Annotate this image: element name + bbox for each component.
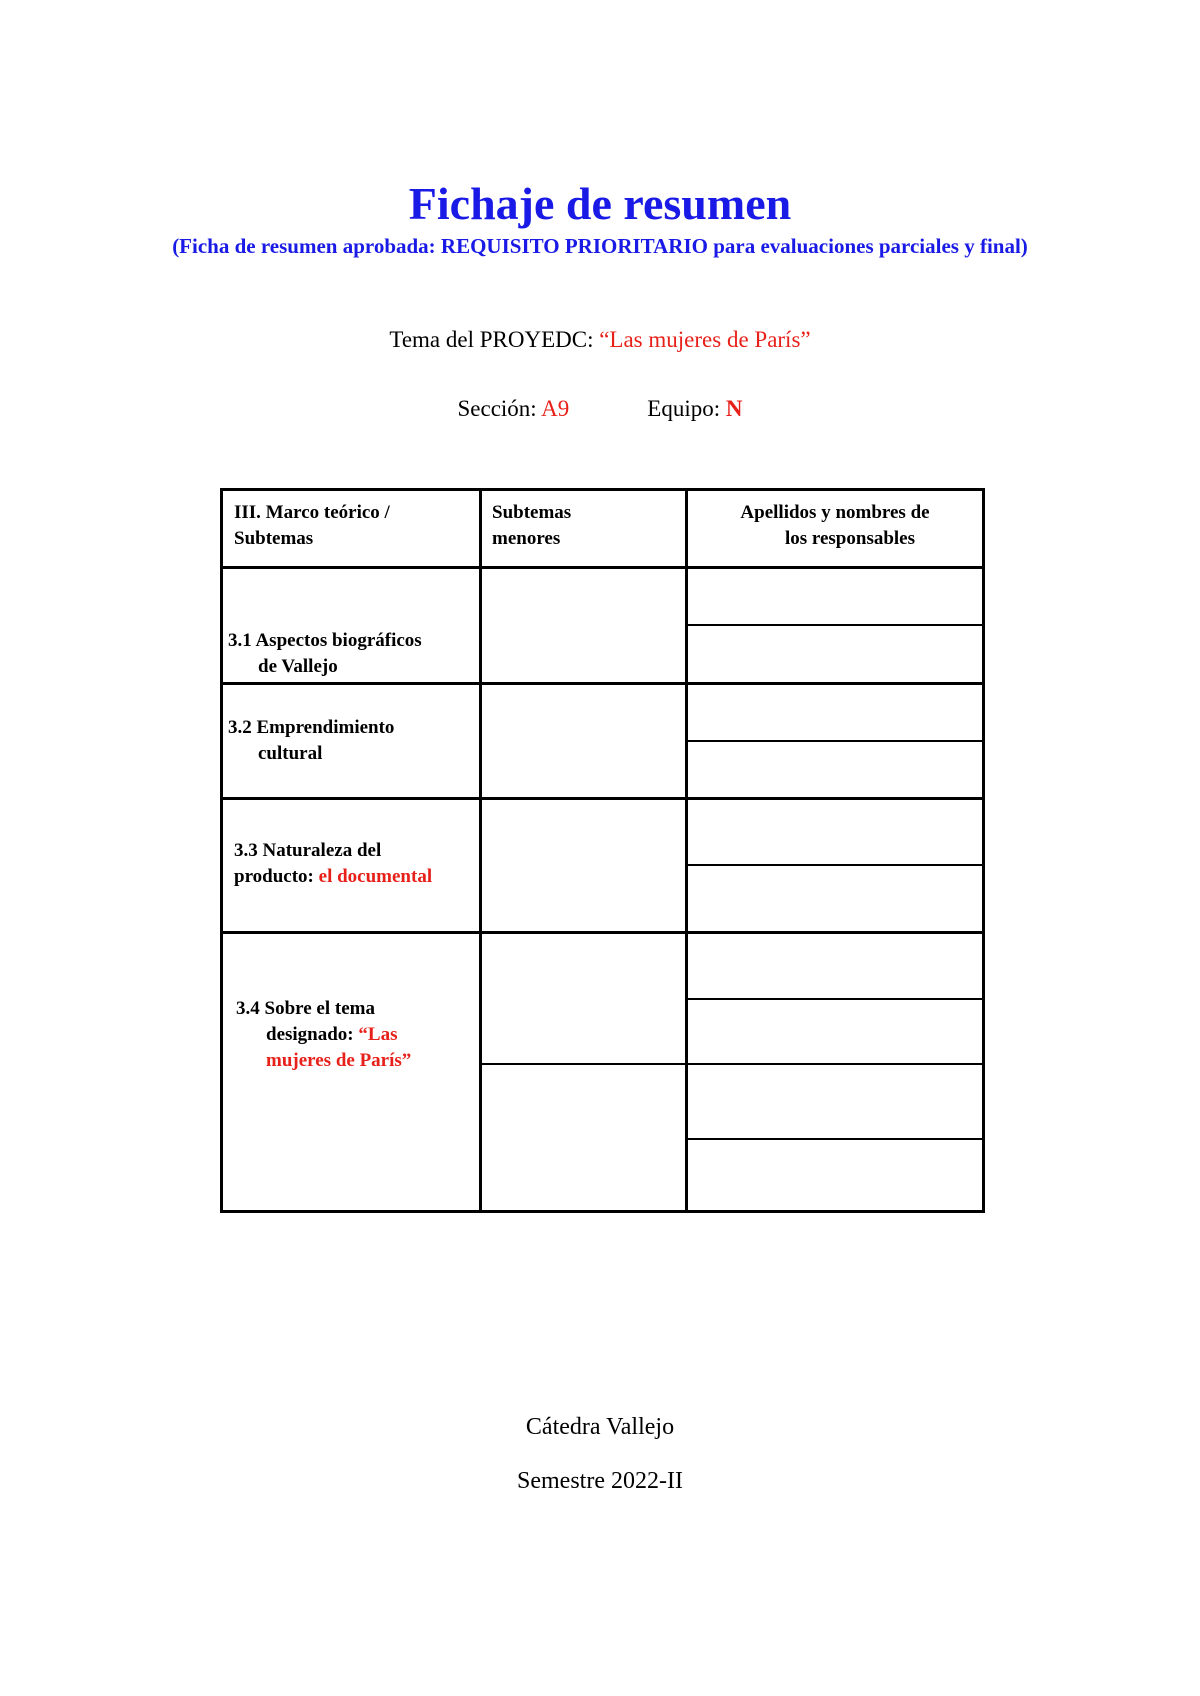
responsables-divider — [685, 1138, 985, 1140]
row-3-4 — [236, 996, 411, 1074]
row-text: 3.2 Emprendimiento — [228, 717, 395, 738]
table-column-divider-1 — [479, 488, 482, 1213]
header-text: Subtemas — [234, 528, 314, 549]
header-marco-teorico — [234, 500, 390, 552]
subtemas-divider — [479, 1063, 985, 1065]
section-value: A9 — [541, 396, 570, 421]
team-value: N — [725, 396, 743, 421]
summary-table — [220, 488, 985, 1213]
row-3-3 — [234, 838, 432, 890]
footer-catedra: Cátedra Vallejo — [525, 1414, 675, 1440]
table-border-top — [220, 488, 985, 491]
row-text: designado: — [266, 1024, 359, 1045]
table-header-divider — [220, 566, 985, 569]
responsables-divider — [685, 740, 985, 742]
table-border-left — [220, 488, 223, 1213]
table-column-divider-2 — [685, 488, 688, 1213]
table-row-divider-3 — [220, 931, 985, 934]
topic-value: “Las mujeres de París” — [599, 327, 811, 352]
header-text: III. Marco teórico / — [234, 502, 390, 523]
responsables-divider — [685, 624, 985, 626]
row-3-2 — [228, 715, 394, 767]
responsables-divider — [685, 998, 985, 1000]
header-responsables — [688, 500, 982, 552]
header-text: menores — [492, 528, 561, 549]
row-text: cultural — [258, 743, 323, 764]
topic-label: Tema del PROYEDC: — [389, 327, 600, 352]
table-row-divider-2 — [220, 797, 985, 800]
row-text: producto: — [234, 866, 319, 887]
header-text: los responsables — [784, 528, 916, 549]
row-text: 3.1 Aspectos biográficos — [228, 630, 422, 651]
project-topic — [0, 325, 1200, 355]
row-text-red: mujeres de París” — [266, 1050, 412, 1071]
section-label: Sección: — [457, 396, 542, 421]
row-text: 3.3 Naturaleza del — [234, 840, 382, 861]
footer-semestre: Semestre 2022-II — [517, 1468, 683, 1494]
row-text-red: el documental — [318, 866, 433, 887]
table-border-right — [982, 488, 985, 1213]
header-text: Subtemas — [492, 502, 572, 523]
row-text: de Vallejo — [258, 656, 338, 677]
responsables-divider — [685, 864, 985, 866]
row-text: 3.4 Sobre el tema — [236, 998, 375, 1019]
team-label: Equipo: — [647, 396, 726, 421]
header-subtemas-menores — [492, 500, 571, 552]
table-row-divider-1 — [220, 682, 985, 685]
header-text: Apellidos y nombres de — [740, 502, 930, 523]
row-3-1 — [228, 628, 422, 680]
row-text-red: “Las — [358, 1024, 398, 1045]
page-subtitle: (Ficha de resumen aprobada: REQUISITO PRIORITARIO para evaluaciones parciales y final) — [172, 234, 1028, 258]
page-title: Fichaje de resumen — [408, 178, 792, 229]
table-border-bottom — [220, 1210, 985, 1213]
section-team-line — [0, 394, 1200, 424]
